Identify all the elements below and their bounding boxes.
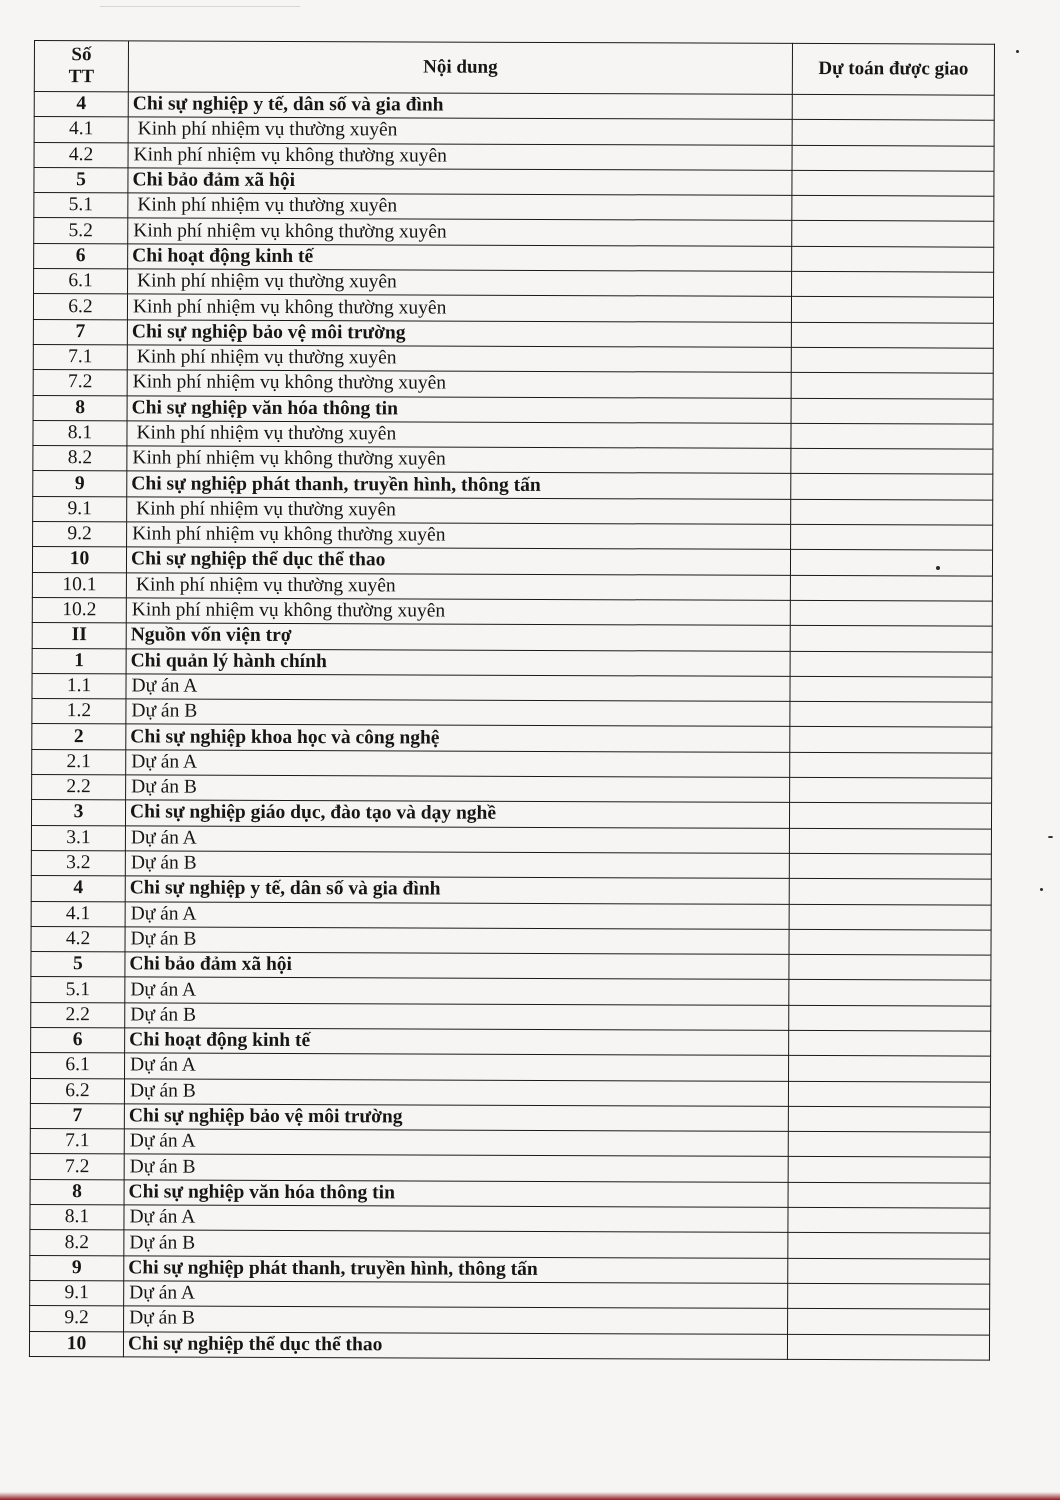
row-amount <box>789 879 991 905</box>
scan-speck <box>1016 50 1019 53</box>
row-amount <box>790 777 992 803</box>
row-content: Chi sự nghiệp bảo vệ môi trường <box>127 320 791 348</box>
row-number: 3.1 <box>31 825 125 851</box>
table-row <box>33 420 993 449</box>
row-amount <box>792 120 994 146</box>
row-number: 6.2 <box>33 294 127 320</box>
row-content: Dự án A <box>126 750 790 778</box>
row-amount <box>790 752 992 778</box>
row-amount <box>790 676 992 702</box>
row-amount <box>791 373 993 399</box>
row-number: 7.1 <box>33 344 127 370</box>
row-number: 2 <box>32 724 126 750</box>
page-edge-bottom <box>0 1492 1060 1500</box>
row-amount <box>788 1233 990 1259</box>
table-row <box>33 496 993 525</box>
row-amount <box>792 196 994 222</box>
scan-speck <box>936 566 940 570</box>
scan-speck <box>1040 888 1043 891</box>
row-amount <box>789 828 991 854</box>
row-number: 3 <box>31 800 125 826</box>
row-amount <box>792 271 994 297</box>
row-content: Kinh phí nhiệm vụ thường xuyên <box>127 345 791 373</box>
row-content: Dự án B <box>125 1003 789 1031</box>
row-content: Dự án B <box>125 851 789 879</box>
table-row <box>33 522 993 551</box>
table-row <box>30 1280 990 1309</box>
row-amount <box>789 853 991 879</box>
table-row <box>30 1230 990 1259</box>
row-amount <box>789 1030 991 1056</box>
table-row-group <box>30 1179 990 1208</box>
document-sheet <box>29 40 994 1361</box>
row-number: 9.2 <box>33 522 127 548</box>
row-content: Kinh phí nhiệm vụ không thường xuyên <box>127 294 791 322</box>
table-row-group <box>32 648 992 677</box>
row-content: Chi sự nghiệp thể dục thể thao <box>126 547 790 575</box>
row-number: 2.2 <box>31 1002 125 1028</box>
row-amount <box>791 398 993 424</box>
row-number: 7 <box>33 319 127 345</box>
table-row <box>34 193 994 222</box>
table-row <box>33 294 993 323</box>
row-amount <box>792 246 994 272</box>
row-number: 10.1 <box>32 572 126 598</box>
row-amount <box>792 145 994 171</box>
table-row-group <box>32 724 992 753</box>
row-number: 6 <box>31 1027 125 1053</box>
row-number: 8.2 <box>33 446 127 472</box>
row-number: 7.2 <box>30 1154 124 1180</box>
table-row <box>31 977 991 1006</box>
row-number: 6 <box>34 243 128 269</box>
header-no: Số TT <box>34 41 128 92</box>
row-content: Kinh phí nhiệm vụ không thường xuyên <box>126 598 790 626</box>
table-row <box>34 142 994 171</box>
table-row <box>32 597 992 626</box>
row-content: Chi hoạt động kinh tế <box>128 244 792 272</box>
row-content: Kinh phí nhiệm vụ thường xuyên <box>128 269 792 297</box>
row-amount <box>789 929 991 955</box>
table-row-group <box>31 800 991 829</box>
table-row <box>34 117 994 146</box>
row-content: Chi hoạt động kinh tế <box>125 1028 789 1056</box>
table-row <box>30 1205 990 1234</box>
row-amount <box>789 1005 991 1031</box>
row-amount <box>791 297 993 323</box>
row-number: 6.2 <box>30 1078 124 1104</box>
row-content: Chi sự nghiệp y tế, dân số và gia đình <box>125 876 789 904</box>
row-content: Dự án A <box>124 1205 788 1233</box>
row-content: Chi sự nghiệp thể dục thể thao <box>123 1331 787 1359</box>
row-content: Dự án A <box>125 977 789 1005</box>
row-number: 9.2 <box>30 1306 124 1332</box>
row-content: Chi sự nghiệp phát thanh, truyền hình, thông tấn <box>124 1256 788 1284</box>
row-content: Dự án B <box>124 1306 788 1334</box>
row-amount <box>791 347 993 373</box>
row-number: 5.1 <box>31 977 125 1003</box>
row-number: 5.1 <box>34 193 128 219</box>
table-row <box>30 1078 990 1107</box>
table-row <box>32 572 992 601</box>
row-content: Dự án B <box>126 775 790 803</box>
row-number: 5 <box>34 167 128 193</box>
row-amount <box>788 1309 990 1335</box>
row-amount <box>792 170 994 196</box>
row-number: 8.1 <box>33 420 127 446</box>
row-content: Kinh phí nhiệm vụ thường xuyên <box>127 497 791 525</box>
row-content: Chi bảo đảm xã hội <box>125 952 789 980</box>
row-amount <box>792 94 994 120</box>
row-content: Chi quản lý hành chính <box>126 648 790 676</box>
page-edge-top <box>100 6 300 7</box>
table-row-group <box>31 1027 991 1056</box>
table-row <box>33 370 993 399</box>
row-content: Dự án A <box>125 825 789 853</box>
row-content: Dự án B <box>125 927 789 955</box>
row-amount <box>789 1056 991 1082</box>
table-row <box>34 269 994 298</box>
table-row-group <box>33 395 993 424</box>
row-content: Chi sự nghiệp y tế, dân số và gia đình <box>128 92 792 120</box>
row-number: 2.2 <box>32 775 126 801</box>
table-row-group <box>32 547 992 576</box>
table-body <box>29 92 994 1361</box>
table-row <box>33 344 993 373</box>
row-amount <box>791 474 993 500</box>
row-content: Kinh phí nhiệm vụ không thường xuyên <box>127 446 791 474</box>
table-row <box>31 825 991 854</box>
row-number: 4 <box>34 92 128 118</box>
row-content: Kinh phí nhiệm vụ không thường xuyên <box>128 218 792 246</box>
row-number: 4.2 <box>31 926 125 952</box>
row-content: Kinh phí nhiệm vụ thường xuyên <box>128 117 792 145</box>
row-amount <box>789 954 991 980</box>
row-content: Chi sự nghiệp bảo vệ môi trường <box>124 1104 788 1132</box>
row-content: Chi sự nghiệp văn hóa thông tin <box>127 395 791 423</box>
table-row <box>34 218 994 247</box>
row-content: Chi sự nghiệp khoa học và công nghệ <box>126 724 790 752</box>
row-amount <box>788 1258 990 1284</box>
row-content: Dự án A <box>125 1053 789 1081</box>
table-row <box>33 446 993 475</box>
row-amount <box>790 600 992 626</box>
row-amount <box>789 980 991 1006</box>
row-number: 10 <box>29 1331 123 1357</box>
table-row <box>31 901 991 930</box>
row-amount <box>791 524 993 550</box>
row-content: Kinh phí nhiệm vụ thường xuyên <box>128 193 792 221</box>
row-amount <box>790 575 992 601</box>
row-content: Nguồn vốn viện trợ <box>126 623 790 651</box>
row-content: Chi sự nghiệp văn hóa thông tin <box>124 1180 788 1208</box>
row-amount <box>790 550 992 576</box>
budget-table <box>29 40 995 1361</box>
row-content: Chi sự nghiệp giáo dục, đào tạo và dạy nghề <box>125 800 789 828</box>
table-row <box>32 699 992 728</box>
row-amount <box>790 727 992 753</box>
row-number: 4.2 <box>34 142 128 168</box>
row-number: 5.2 <box>34 218 128 244</box>
table-row-group <box>33 319 993 348</box>
table-header <box>34 41 994 96</box>
row-number: 10.2 <box>32 597 126 623</box>
table-row-group <box>30 1103 990 1132</box>
row-content: Kinh phí nhiệm vụ không thường xuyên <box>128 142 792 170</box>
table-row <box>30 1306 990 1335</box>
row-number: 6.1 <box>34 269 128 295</box>
row-content: Dự án A <box>124 1129 788 1157</box>
row-amount <box>789 904 991 930</box>
table-row <box>32 749 992 778</box>
table-row-group <box>34 92 994 121</box>
table-row-group <box>34 243 994 272</box>
row-amount <box>788 1081 990 1107</box>
row-content: Kinh phí nhiệm vụ không thường xuyên <box>127 370 791 398</box>
table-row-group <box>31 876 991 905</box>
row-content: Kinh phí nhiệm vụ không thường xuyên <box>127 522 791 550</box>
row-content: Chi sự nghiệp phát thanh, truyền hình, thông tấn <box>127 471 791 499</box>
row-amount <box>788 1157 990 1183</box>
table-row <box>30 1154 990 1183</box>
row-amount <box>787 1334 989 1360</box>
row-number: 7 <box>30 1103 124 1129</box>
header-row <box>34 41 994 96</box>
row-content: Dự án B <box>124 1078 788 1106</box>
header-content: Nội dung <box>128 41 792 95</box>
row-number: 4 <box>31 876 125 902</box>
row-amount <box>788 1106 990 1132</box>
row-number: 1 <box>32 648 126 674</box>
row-content: Chi bảo đảm xã hội <box>128 168 792 196</box>
header-amount: Dự toán được giao <box>792 43 994 95</box>
table-row <box>31 1053 991 1082</box>
row-number: 7.1 <box>30 1129 124 1155</box>
row-number: 7.2 <box>33 370 127 396</box>
row-number: 5 <box>31 952 125 978</box>
scan-speck <box>1048 836 1053 838</box>
row-number: 1.2 <box>32 699 126 725</box>
row-amount <box>788 1182 990 1208</box>
row-number: 6.1 <box>31 1053 125 1079</box>
row-amount <box>789 803 991 829</box>
row-amount <box>790 626 992 652</box>
row-content: Dự án B <box>124 1154 788 1182</box>
table-row-group <box>32 623 992 652</box>
row-amount <box>788 1207 990 1233</box>
row-number: 9 <box>33 471 127 497</box>
row-number: II <box>32 623 126 649</box>
table-row <box>32 775 992 804</box>
row-content: Kinh phí nhiệm vụ thường xuyên <box>127 421 791 449</box>
row-number: 9 <box>30 1255 124 1281</box>
row-number: 10 <box>32 547 126 573</box>
row-content: Dự án A <box>126 674 790 702</box>
table-row <box>32 673 992 702</box>
row-content: Dự án A <box>124 1281 788 1309</box>
row-amount <box>788 1132 990 1158</box>
row-amount <box>790 702 992 728</box>
table-row-group <box>29 1331 989 1360</box>
table-row-group <box>34 167 994 196</box>
row-number: 1.1 <box>32 673 126 699</box>
row-number: 8 <box>30 1179 124 1205</box>
row-number: 4.1 <box>34 117 128 143</box>
row-content: Dự án B <box>126 699 790 727</box>
row-amount <box>788 1283 990 1309</box>
row-content: Dự án A <box>125 901 789 929</box>
row-number: 8 <box>33 395 127 421</box>
row-amount <box>791 423 993 449</box>
row-number: 9.1 <box>30 1280 124 1306</box>
row-content: Dự án B <box>124 1230 788 1258</box>
row-amount <box>791 449 993 475</box>
row-number: 8.2 <box>30 1230 124 1256</box>
table-row <box>31 850 991 879</box>
row-amount <box>790 651 992 677</box>
row-amount <box>791 322 993 348</box>
row-number: 4.1 <box>31 901 125 927</box>
row-number: 3.2 <box>31 850 125 876</box>
table-row <box>31 1002 991 1031</box>
table-row-group <box>31 952 991 981</box>
row-amount <box>791 499 993 525</box>
table-row-group <box>33 471 993 500</box>
table-row-group <box>30 1255 990 1284</box>
row-number: 9.1 <box>33 496 127 522</box>
row-content: Kinh phí nhiệm vụ thường xuyên <box>126 572 790 600</box>
row-number: 8.1 <box>30 1205 124 1231</box>
table-row <box>30 1129 990 1158</box>
table-row <box>31 926 991 955</box>
row-amount <box>792 221 994 247</box>
row-number: 2.1 <box>32 749 126 775</box>
